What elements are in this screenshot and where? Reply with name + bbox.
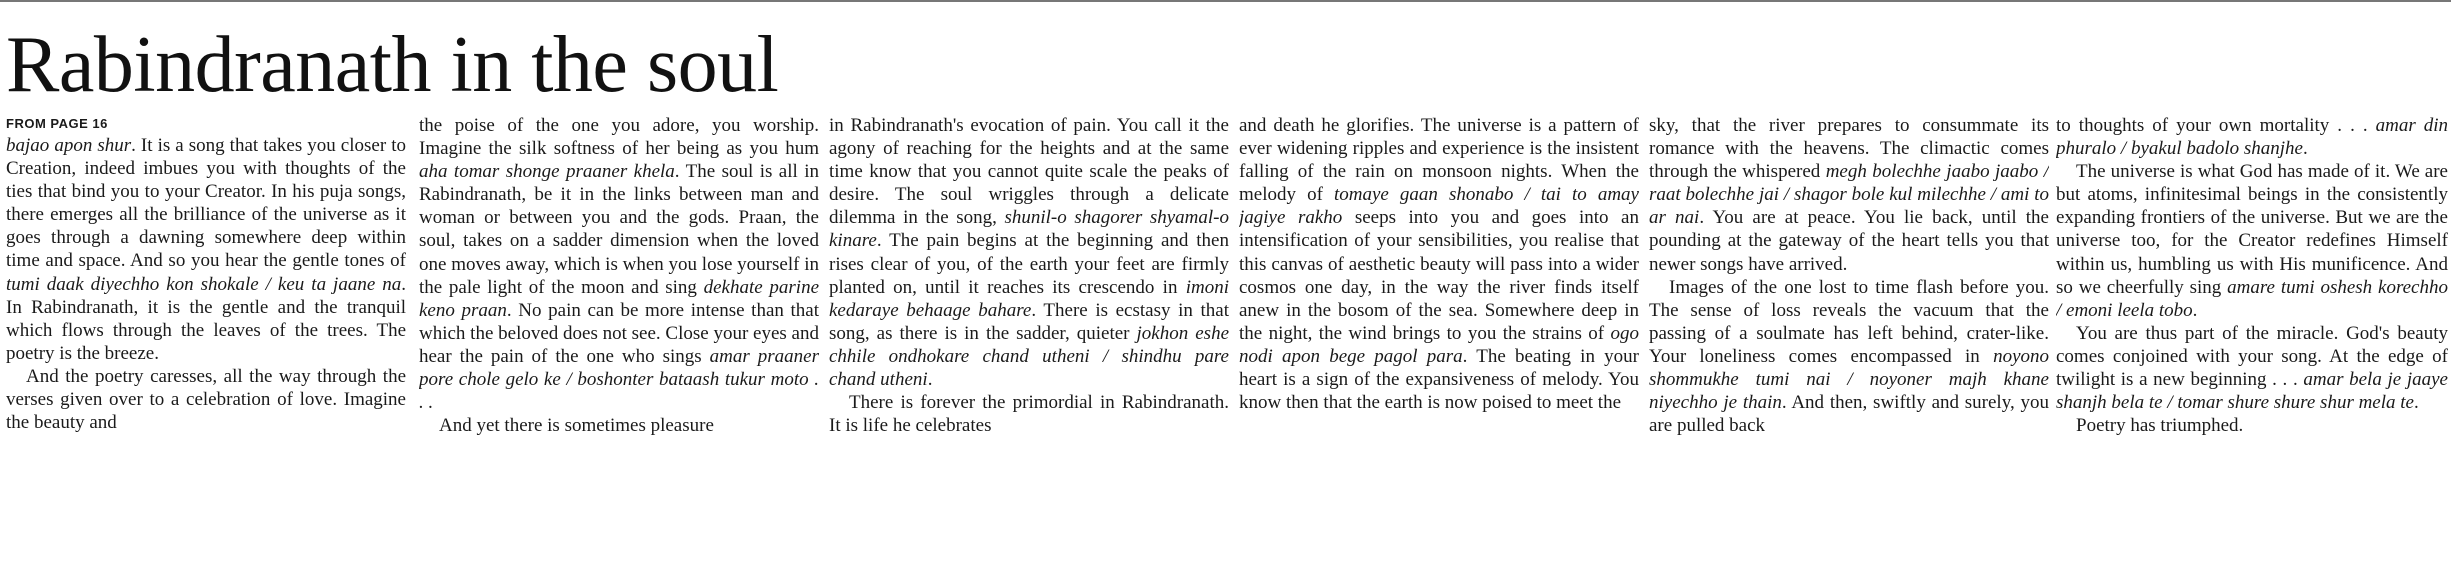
body-text: . And then, swiftly and surely, you are pulled back — [1649, 392, 2049, 437]
body-text: to thoughts of your own mortality . . . — [2056, 115, 2376, 136]
paragraph — [1239, 114, 1639, 414]
body-text: . In Rabindranath, it is the gentle and the tranquil which flows through the leaves of the trees. The poetry is the breeze. — [6, 273, 406, 364]
article-column-5 — [1649, 114, 2049, 578]
paragraph — [2056, 160, 2448, 322]
body-text: . — [2414, 392, 2419, 414]
body-text: . It is a song that takes you closer to Creation, indeed imbues you with thoughts of the ties that bind you to your Creator. In his puja songs, there emerges all the brilliance of the universe as it goes through a dawning somewhere deep within time and space. And so you hear the gentle tones of — [6, 135, 406, 272]
song-lyric: imoni kedaraye behaage bahare — [829, 276, 1229, 321]
song-lyric: amar praaner pore chole gelo ke / boshonter bataash tukur moto . . . — [419, 345, 819, 414]
song-lyric: aha tomar shonge praaner khela — [419, 161, 675, 183]
body-text: . — [2302, 138, 2308, 160]
paragraph — [1649, 276, 2049, 438]
body-text: . The beating in your heart is a sign of the expansiveness of melody. You know then that the earth is now poised to meet the — [1239, 345, 1639, 414]
body-text: . No pain can be more intense than that which the beloved does not see. Close your eyes and hear the pain of the one who sings — [419, 299, 819, 367]
body-text: seeps into you and goes into an intensification of your sensibilities, you realise that this canvas of aesthetic beauty will pass into a wider cosmos one day, in the way the river finds itself anew in the bosom of the sea. Somewhere deep in the night, the wind brings to you the strains of — [1239, 207, 1639, 344]
body-text: . You are at peace. You lie back, until the pounding at the gateway of the heart tells you that newer songs have arrived. — [1649, 207, 2049, 275]
paragraph: There is forever the primordial in Rabindranath. It is life he celebrates — [829, 392, 1229, 437]
body-text: Images of the one lost to time flash before you. The sense of loss reveals the vacuum that the passing of a soulmate has left behind, crater-like. Your loneliness comes encompassed in — [1649, 276, 2049, 367]
song-lyric: megh bolechhe jaabo jaabo / raat bolechhe jai / shagor bole kul milechhe / ami to ar nai — [1649, 161, 2049, 229]
body-text: . The pain begins at the beginning and then rises clear of you, of the earth your feet are firmly planted on, until it reaches its crescendo in — [829, 230, 1229, 298]
paragraph — [2056, 322, 2448, 414]
body-text: . There is ecstasy in that song, as there is in the sadder, quieter — [829, 299, 1229, 344]
top-rule — [0, 0, 2451, 2]
article-column-1 — [6, 114, 406, 578]
paragraph — [829, 114, 1229, 391]
paragraph — [6, 134, 406, 365]
headline: Rabindranath in the soul — [6, 21, 779, 109]
article-column-2 — [419, 114, 819, 578]
paragraph: And the poetry caresses, all the way through the verses given over to a celebration of love. Imagine the beauty and — [6, 365, 406, 434]
body-text: in Rabindranath's evocation of pain. You call it the agony of reaching for the heights and at the same time know that you cannot quite scale the peaks of desire. The soul wriggles through a delicate dilemma in the song, — [829, 115, 1229, 229]
body-text: . — [927, 369, 933, 391]
song-lyric: amare tumi oshesh korechho / emoni leela tobo — [2056, 276, 2448, 321]
paragraph — [2056, 114, 2448, 160]
song-lyric: bajao apon shur — [6, 135, 132, 156]
song-lyric: noyono shommukhe tumi nai / noyoner majh khane niyechho je thain — [1649, 345, 2049, 414]
paragraph — [419, 114, 819, 414]
song-lyric: tumi daak diyechho kon shokale / keu ta jaane na — [6, 273, 402, 295]
paragraph — [1649, 114, 2049, 276]
continuation-kicker: FROM PAGE 16 — [6, 116, 108, 131]
body-text: and death he glorifies. The universe is a pattern of ever widening ripples and experience is the insistent falling of the rain on monsoon nights. When the melody of — [1239, 115, 1639, 206]
paragraph: And yet there is sometimes pleasure — [439, 415, 714, 437]
body-text: sky, that the river prepares to consummate its romance with the heavens. The climactic comes through the whispered — [1649, 115, 2049, 183]
song-lyric: amar din phuralo / byakul badolo shanjhe — [2056, 115, 2448, 160]
paragraph: Poetry has triumphed. — [2076, 415, 2244, 437]
body-text: You are thus part of the miracle. God's beauty comes conjoined with your song. At the edge of twilight is a new beginning . . . — [2056, 322, 2448, 391]
article-column-6 — [2056, 114, 2448, 578]
body-text: the poise of the one you adore, you worship. Imagine the silk softness of her being as you hum — [419, 115, 819, 160]
article-column-3 — [829, 114, 1229, 578]
body-text: . The soul is all in Rabindranath, be it in the links between man and woman or between you and the gods. Praan, the soul, takes on a sadder dimension when the loved one moves away, which is when you lose yourself in the pale light of the moon and sing — [419, 161, 819, 298]
song-lyric: jokhon eshe chhile ondhokare chand utheni / shindhu pare chand utheni — [829, 322, 1229, 391]
song-lyric: dekhate parine keno praan — [419, 276, 819, 321]
song-lyric: ogo nodi apon bege pagol para — [1239, 322, 1639, 367]
body-text: . — [2192, 299, 2198, 321]
song-lyric: amar bela je jaaye shanjh bela te / tomar shure shure shur mela te — [2056, 369, 2448, 414]
song-lyric: shunil-o shagorer shyamal-o kinare — [829, 207, 1229, 252]
article-column-4 — [1239, 114, 1639, 578]
body-text: The universe is what God has made of it. We are but atoms, infinitesimal beings in the consistently expanding frontiers of the universe. But we are the universe too, for the Creator redefines Himself within us, humbling us with His munificence. And so we cheerfully sing — [2056, 161, 2448, 298]
song-lyric: tomaye gaan shonabo / tai to amay jagiye rakho — [1239, 184, 1639, 229]
